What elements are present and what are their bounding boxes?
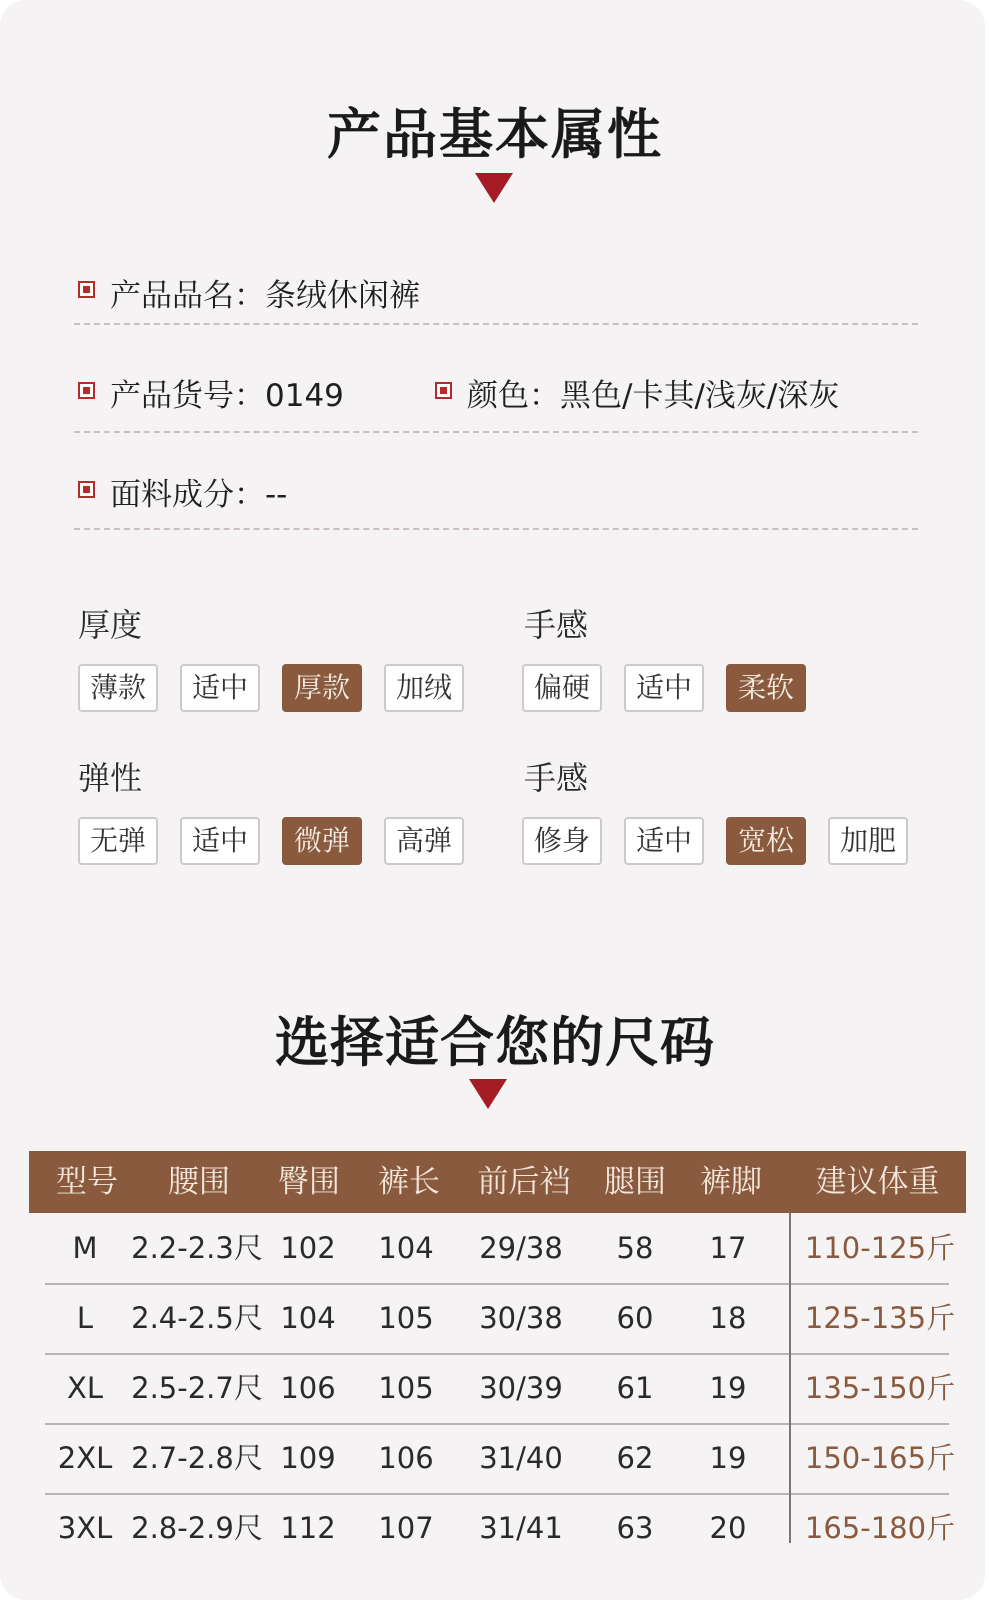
table-cell: 105 [378, 1301, 434, 1335]
table-cell: 62 [616, 1441, 654, 1475]
header-cell: 臀围 [278, 1164, 340, 1200]
table-cell: 2XL [57, 1441, 113, 1475]
info-label: 产品品名： [110, 278, 265, 314]
header-cell: 腿围 [604, 1164, 666, 1200]
option-medium[interactable]: 适中 [624, 664, 704, 712]
size-table-header [29, 1151, 966, 1213]
section-title-attributes: 产品基本属性 [327, 103, 663, 166]
option-soft-selected[interactable]: 柔软 [726, 664, 806, 712]
info-product-sku [110, 370, 344, 415]
table-cell: 107 [378, 1511, 434, 1545]
attr-title-thickness: 厚度 [78, 606, 143, 644]
table-row [45, 1493, 956, 1563]
header-cell: 腰围 [168, 1164, 230, 1200]
table-cell: 112 [280, 1511, 336, 1545]
info-product-name [110, 270, 420, 315]
attr-title-elasticity: 弹性 [78, 759, 143, 797]
table-cell: XL [66, 1371, 104, 1405]
table-cell: 61 [616, 1371, 654, 1405]
info-value: 0149 [265, 378, 344, 414]
option-medium[interactable]: 适中 [180, 664, 260, 712]
dashed-divider [74, 323, 918, 325]
option-no-stretch[interactable]: 无弹 [78, 817, 158, 865]
table-cell: 30/39 [479, 1371, 563, 1405]
table-cell: 2.8-2.9尺 [131, 1511, 263, 1545]
dashed-divider [74, 528, 918, 530]
bullet-square-icon [78, 382, 95, 399]
info-fabric [110, 469, 287, 514]
table-cell: 106 [280, 1371, 336, 1405]
option-medium[interactable]: 适中 [624, 817, 704, 865]
table-cell: 109 [280, 1441, 336, 1475]
info-label: 面料成分： [110, 477, 265, 513]
table-cell: 2.4-2.5尺 [131, 1301, 263, 1335]
weight-cell: 110-125斤 [804, 1231, 956, 1265]
header-cell: 型号 [56, 1164, 118, 1200]
bullet-square-icon [78, 481, 95, 498]
option-loose-selected[interactable]: 宽松 [726, 817, 806, 865]
column-divider [789, 1213, 791, 1543]
attr-title-handfeel: 手感 [524, 606, 589, 644]
info-label: 颜色： [467, 378, 560, 414]
table-cell: 17 [709, 1231, 747, 1265]
table-cell: 63 [616, 1511, 654, 1545]
table-cell: 2.2-2.3尺 [131, 1231, 263, 1265]
table-cell: L [76, 1301, 94, 1335]
table-cell: 3XL [57, 1511, 113, 1545]
table-cell: 2.5-2.7尺 [131, 1371, 263, 1405]
table-row [45, 1213, 956, 1283]
table-cell: 60 [616, 1301, 654, 1335]
header-cell: 前后裆 [477, 1164, 571, 1200]
table-row [45, 1353, 956, 1423]
option-thin[interactable]: 薄款 [78, 664, 158, 712]
info-value: 条绒休闲裤 [265, 278, 420, 314]
weight-cell: 150-165斤 [804, 1441, 956, 1475]
info-label: 产品货号： [110, 378, 265, 414]
table-cell: 18 [709, 1301, 747, 1335]
option-fleece[interactable]: 加绒 [384, 664, 464, 712]
dashed-divider [74, 431, 918, 433]
bullet-square-icon [435, 382, 452, 399]
table-cell: 104 [378, 1231, 434, 1265]
table-row [45, 1283, 956, 1353]
table-cell: 31/41 [479, 1511, 563, 1545]
section-title-size: 选择适合您的尺码 [275, 1011, 715, 1074]
header-cell: 裤长 [378, 1164, 440, 1200]
down-arrow-icon [469, 1079, 507, 1109]
table-cell: 19 [709, 1371, 747, 1405]
table-cell: M [72, 1231, 98, 1265]
table-cell: 2.7-2.8尺 [131, 1441, 263, 1475]
header-cell: 裤脚 [700, 1164, 762, 1200]
table-cell: 105 [378, 1371, 434, 1405]
option-stiff[interactable]: 偏硬 [522, 664, 602, 712]
option-slight-stretch-selected[interactable]: 微弹 [282, 817, 362, 865]
down-arrow-icon [475, 173, 513, 203]
table-cell: 20 [709, 1511, 747, 1545]
option-medium[interactable]: 适中 [180, 817, 260, 865]
weight-cell: 125-135斤 [804, 1301, 956, 1335]
weight-cell: 165-180斤 [804, 1511, 956, 1545]
bullet-square-icon [78, 281, 95, 298]
table-cell: 19 [709, 1441, 747, 1475]
header-cell: 建议体重 [815, 1164, 940, 1200]
option-slim[interactable]: 修身 [522, 817, 602, 865]
table-cell: 31/40 [479, 1441, 563, 1475]
table-cell: 106 [378, 1441, 434, 1475]
option-plus-size[interactable]: 加肥 [828, 817, 908, 865]
option-thick-selected[interactable]: 厚款 [282, 664, 362, 712]
info-value: 黑色/卡其/浅灰/深灰 [560, 378, 840, 414]
info-value: -- [265, 477, 288, 513]
option-high-stretch[interactable]: 高弹 [384, 817, 464, 865]
table-cell: 104 [280, 1301, 336, 1335]
attr-title-fit: 手感 [524, 759, 589, 797]
table-cell: 102 [280, 1231, 336, 1265]
table-row [45, 1423, 956, 1493]
info-color [467, 370, 839, 415]
table-cell: 30/38 [479, 1301, 563, 1335]
weight-cell: 135-150斤 [804, 1371, 956, 1405]
table-cell: 58 [616, 1231, 654, 1265]
table-cell: 29/38 [479, 1231, 563, 1265]
